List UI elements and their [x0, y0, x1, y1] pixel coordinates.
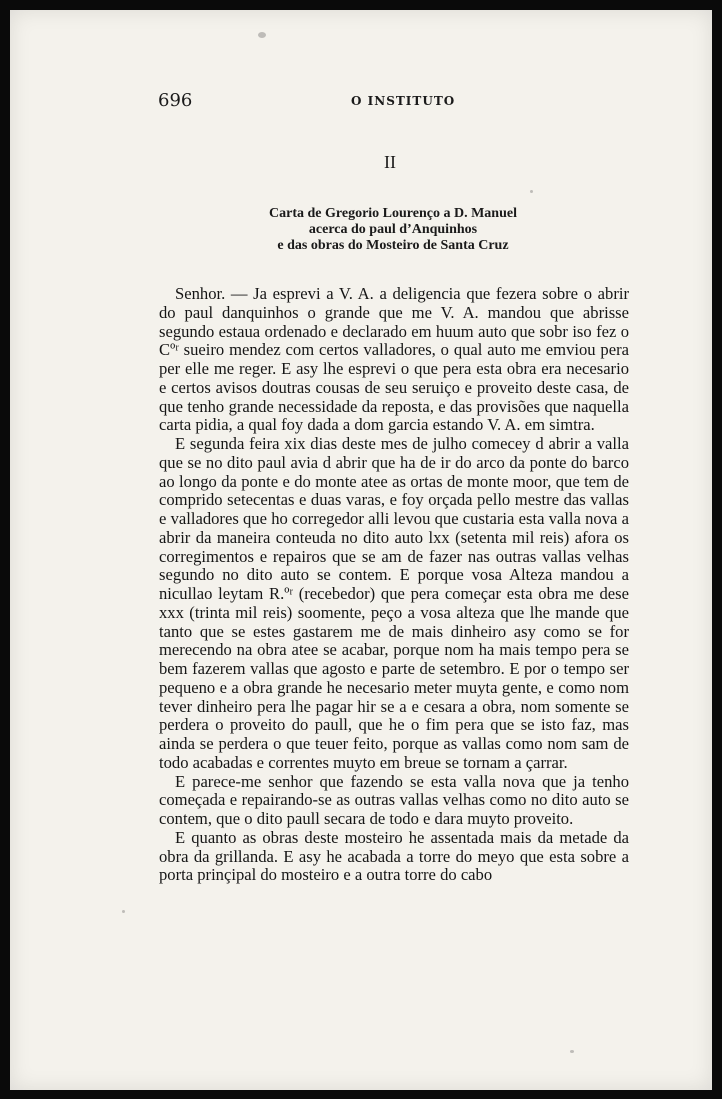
- paragraph: E quanto as obras deste mosteiro he assentada mais da metade da obra da grillanda. E asy he acabada a torre do meyo que esta sobre a porta prinçipal do mosteiro e a outra torre do cabo: [159, 827, 629, 885]
- document-title: [150, 206, 636, 254]
- page-number: 696: [158, 90, 193, 111]
- speck: [530, 190, 533, 193]
- paragraph: E segunda feira xix dias deste mes de julho comecey d abrir a valla que se no dito paul avia d abrir que ha de ir do arco da ponte do barco ao longo da ponte e do monte atee as ortas de monte moor, que tem de comprido setecentas e duas varas, e foy orçada pello mestre das vallas e valladores que ho corregedor alli levou que custaria esta valla nova a abrir da maneira conteuda no dito auto lxx (setenta mil reis) afora os corregimentos e repairos que se am de fazer nas outras vallas velhas segundo no dito auto se contem. E porque vosa Alteza mandou a nicullao leytam R.ºʳ (recebedor) que pera começar esta obra me dese xxx (trinta mil reis) soomente, peço a vosa alteza que lhe mande que tanto que se estes gastarem me de mais dinheiro asy como se for merecendo na obra atee se acabar, porque nom ha mais tempo pera se bem fazerem vallas que agosto e parte de setembro. E por o tempo ser pequeno e a obra grande he necesario meter muyta gente, e como nom tever dinheiro pera lhe pagar hir se a e cesara a obra, nom somente se perdera o proveito do paull, que he o fim pera que se isto faz, mas ainda se perdera o que teuer feito, porque as vallas como nom sam de todo acabadas e correntes muyto em breue se tornam a çarrar.: [159, 434, 629, 772]
- journal-title: O INSTITUTO: [351, 94, 456, 108]
- paragraph: Senhor. — Ja esprevi a V. A. a deligencia que fezera sobre o abrir do paul danquinhos o grande que me V. A. mandou que abrisse segundo estaua ordenado e declarado em huum auto que sobr iso fez o Cºʳ sueiro mendez com certos valladores, o qual auto me emviou pera per elle me reger. E asy lhe esprevi o que pera esta obra era necesario e certos avisos doutras cousas de seu seruiço e proveito deste casa, de que tenho grande necessidade da reposta, e das provisões que naquella carta pidia, a qual foy dada a dom garcia estando V. A. em simtra.: [159, 284, 629, 435]
- title-line: e das obras do Mosteiro de Santa Cruz: [277, 238, 509, 253]
- letter-body: [159, 285, 629, 885]
- section-number: II: [384, 152, 396, 172]
- running-head: [158, 90, 628, 114]
- speck: [122, 910, 125, 913]
- paragraph: E parece-me senhor que fazendo se esta valla nova que ja tenho começada e repairando-se as outras vallas velhas como no dito auto se contem, que o dito paull secara de todo e dara muyto proveito.: [159, 771, 629, 828]
- title-line: Carta de Gregorio Lourenço a D. Manuel: [269, 206, 517, 221]
- speck: [570, 1050, 574, 1053]
- speck: [258, 32, 266, 38]
- title-line: acerca do paul d’Anquinhos: [308, 222, 478, 237]
